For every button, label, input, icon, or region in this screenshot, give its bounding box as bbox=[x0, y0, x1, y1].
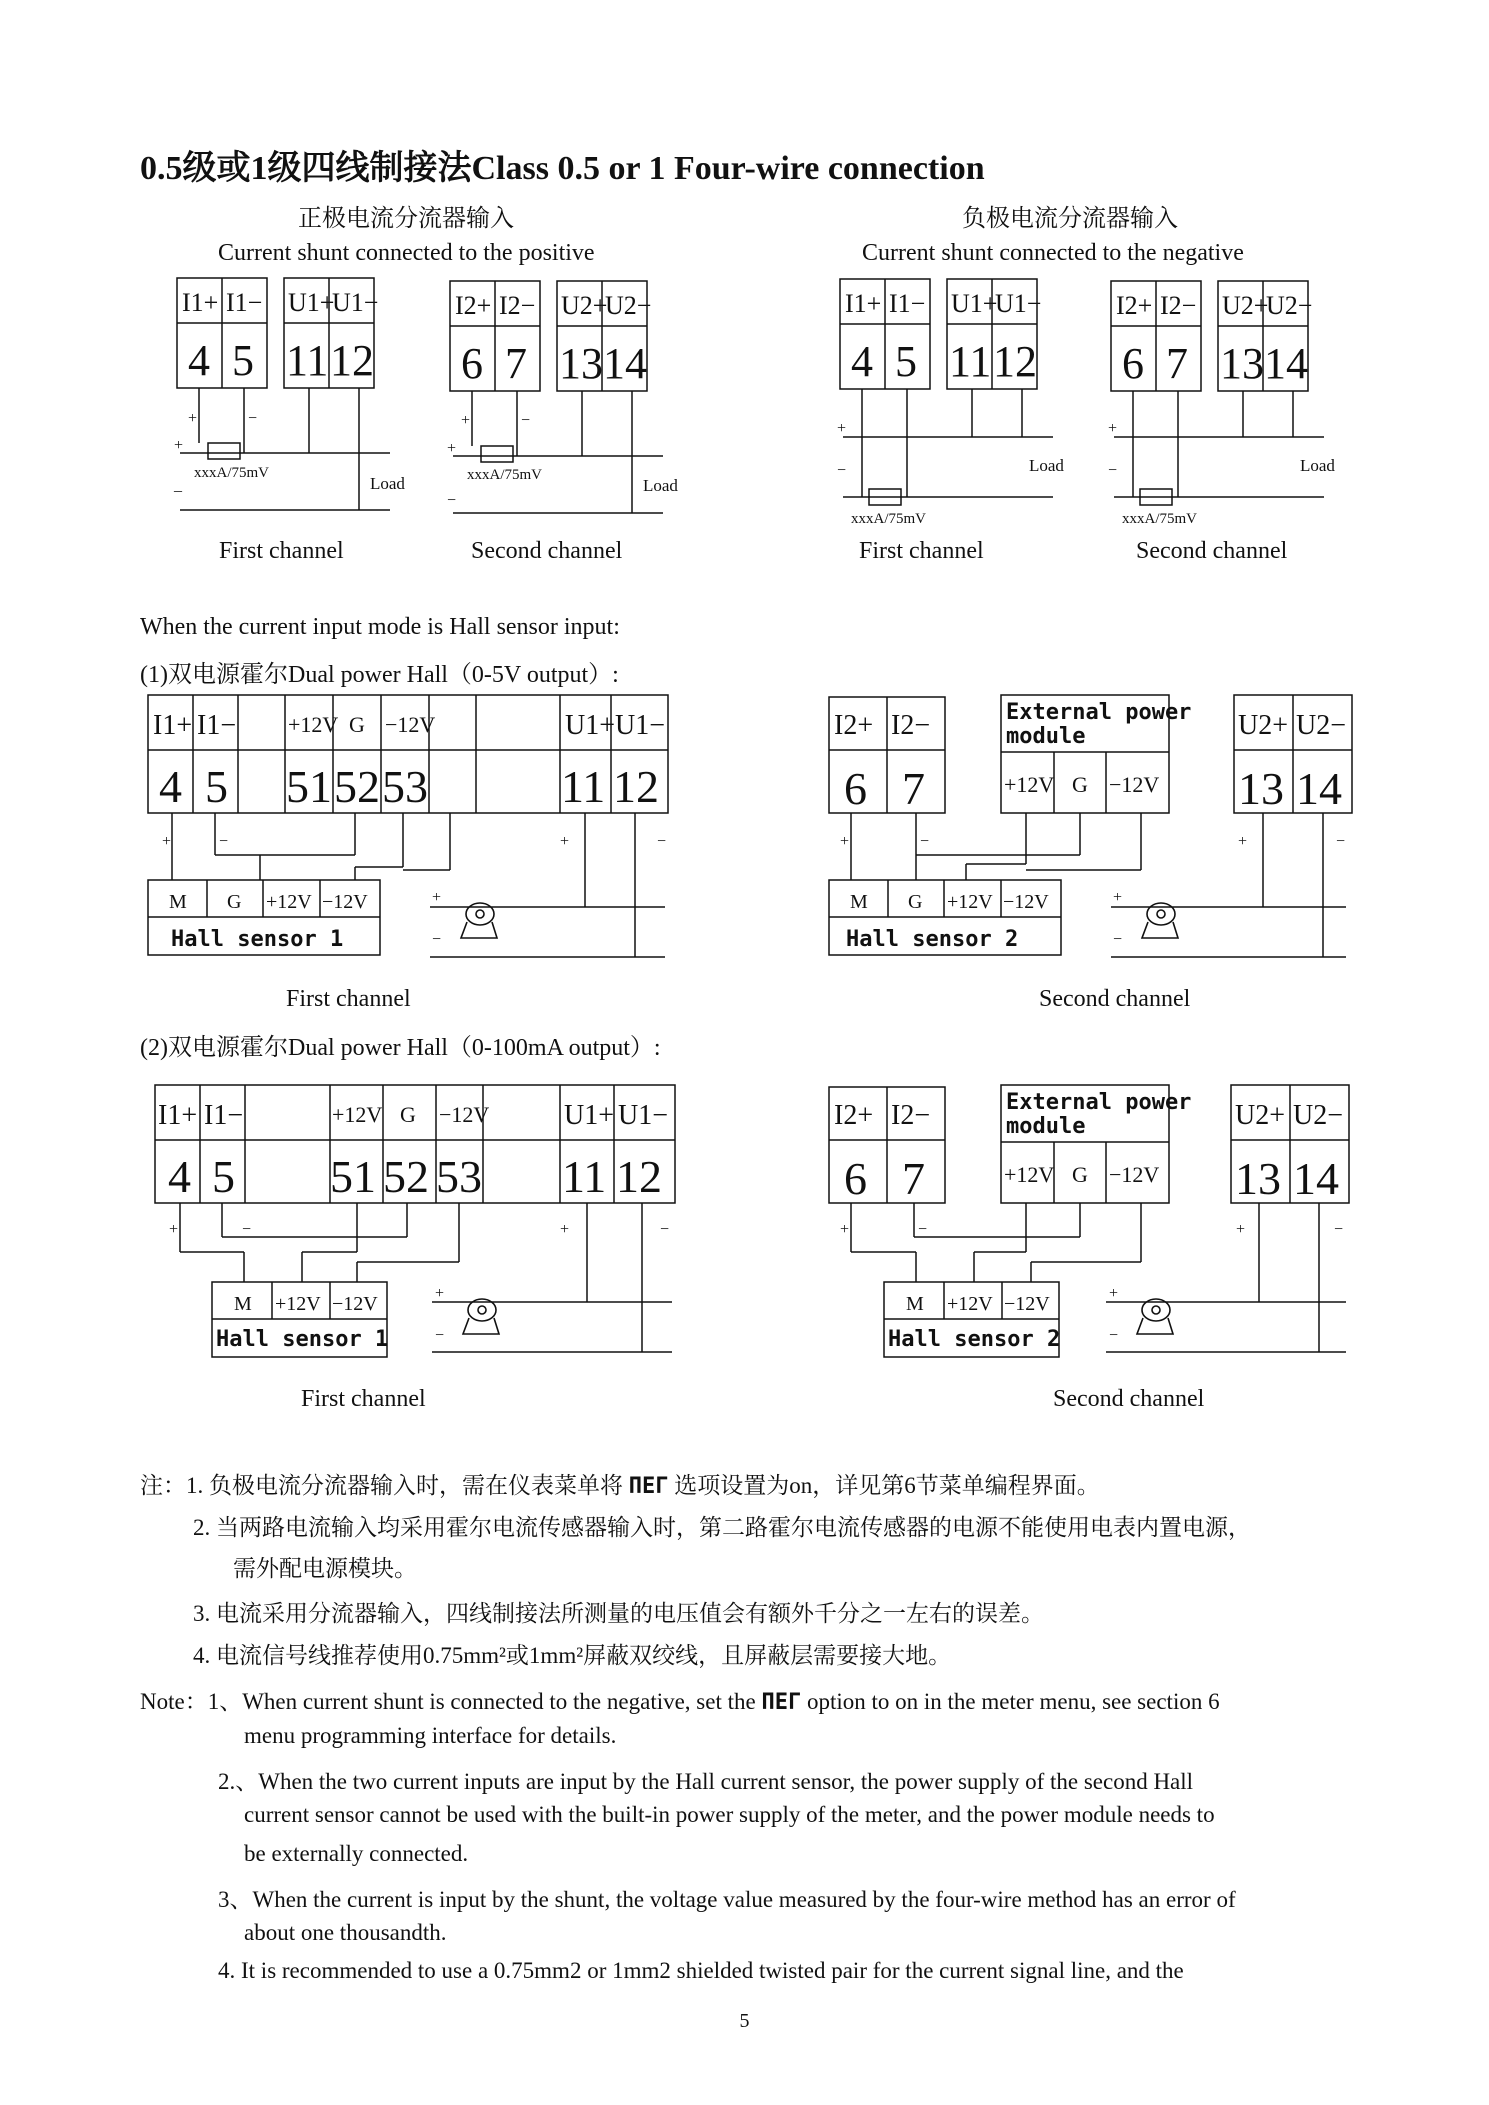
label-i2-minus: I2− bbox=[1160, 291, 1197, 320]
plus-sign: + bbox=[837, 420, 847, 437]
note-en-2-cont2: be externally connected. bbox=[244, 1841, 469, 1866]
label-i1-plus: I1+ bbox=[153, 710, 193, 741]
shunt-negative-ch1-diagram bbox=[833, 275, 1063, 525]
note-cn-1-text-b: 选项设置为on，详见第6节菜单编程界面。 bbox=[674, 1473, 1100, 1498]
shunt-rating: xxxA/75mV bbox=[467, 467, 542, 483]
hall-sensor-icon bbox=[1137, 1299, 1173, 1334]
plus-sign: + bbox=[435, 1285, 445, 1302]
label-i1-minus: I1− bbox=[226, 288, 263, 317]
terminal-7: 7 bbox=[902, 1153, 925, 1204]
channel-caption: First channel bbox=[286, 986, 411, 1012]
terminal-12: 12 bbox=[330, 336, 374, 385]
plus-sign: + bbox=[169, 1221, 179, 1238]
terminal-11: 11 bbox=[949, 337, 992, 386]
minus-sign: − bbox=[242, 1221, 252, 1238]
plus-sign: + bbox=[560, 833, 570, 850]
channel-caption: First channel bbox=[219, 538, 344, 564]
plus-sign: + bbox=[188, 410, 198, 427]
shunt-negative-ch2-diagram bbox=[1104, 275, 1334, 525]
label-g: G bbox=[400, 1102, 416, 1127]
label-u2-minus: U2− bbox=[605, 291, 652, 320]
label-u1-plus: U1+ bbox=[288, 288, 335, 317]
terminal-5: 5 bbox=[205, 761, 228, 812]
plus-sign: + bbox=[174, 437, 184, 454]
terminal-51: 51 bbox=[330, 1151, 376, 1202]
label-i1-minus: I1− bbox=[889, 289, 926, 318]
note-en-1-text-b: option to on in the meter menu, see section 6 bbox=[806, 1689, 1220, 1714]
label-u2-plus: U2+ bbox=[1238, 710, 1289, 741]
label-i2-minus: I2− bbox=[891, 1100, 931, 1131]
minus-sign: − bbox=[219, 833, 229, 850]
terminal-12: 12 bbox=[616, 1151, 662, 1202]
note-en-1-text-a: Note：1、When current shunt is connected to the negative, set the bbox=[140, 1689, 756, 1714]
hall-sensor-1-label: Hall sensor 1 bbox=[171, 927, 344, 952]
note-prefix: 注： bbox=[140, 1473, 186, 1498]
pin-m: M bbox=[234, 1293, 252, 1315]
terminal-13: 13 bbox=[1238, 763, 1284, 814]
terminal-13: 13 bbox=[1235, 1153, 1281, 1204]
minus-sign: − bbox=[435, 1327, 445, 1344]
pin-g: G bbox=[908, 891, 923, 913]
pin-plus-12v: +12V bbox=[275, 1293, 321, 1315]
label-plus-12v: +12V bbox=[332, 1102, 383, 1127]
terminal-12: 12 bbox=[993, 337, 1037, 386]
minus-sign: _ bbox=[174, 477, 182, 494]
load-label: Load bbox=[1300, 456, 1335, 475]
page-number: 5 bbox=[739, 2010, 750, 2032]
minus-sign: − bbox=[1109, 1327, 1119, 1344]
minus-sign: − bbox=[1336, 833, 1346, 850]
terminal-6: 6 bbox=[1122, 339, 1144, 388]
minus-sign: − bbox=[1113, 931, 1123, 948]
label-plus-12v: +12V bbox=[1004, 772, 1055, 797]
label-i1-plus: I1+ bbox=[158, 1100, 198, 1131]
terminal-51: 51 bbox=[286, 761, 332, 812]
load-label: Load bbox=[643, 476, 678, 495]
minus-sign: − bbox=[837, 462, 847, 479]
label-u2-minus: U2− bbox=[1266, 291, 1313, 320]
note-cn-1-text-a: 1. 负极电流分流器输入时，需在仪表菜单将 bbox=[186, 1473, 623, 1498]
note-en-2: 2.、When the two current inputs are input by the Hall current sensor, the power supply of the second Hall bbox=[218, 1769, 1194, 1794]
plus-sign: + bbox=[560, 1221, 570, 1238]
channel-caption: Second channel bbox=[1053, 1386, 1205, 1412]
label-i1-minus: I1− bbox=[204, 1100, 244, 1131]
lcd-nega-symbol: ΠEΓ bbox=[761, 1690, 802, 1715]
lcd-nega-symbol: ΠEΓ bbox=[628, 1474, 669, 1499]
label-u2-plus: U2+ bbox=[1222, 291, 1269, 320]
terminal-6: 6 bbox=[461, 339, 483, 388]
terminal-4: 4 bbox=[168, 1151, 191, 1202]
terminal-52: 52 bbox=[334, 761, 380, 812]
pin-plus-12v: +12V bbox=[947, 1293, 993, 1315]
label-minus-12v: −12V bbox=[439, 1102, 490, 1127]
terminal-5: 5 bbox=[232, 336, 254, 385]
label-u2-plus: U2+ bbox=[561, 291, 608, 320]
external-power-label: External power bbox=[1006, 1090, 1192, 1115]
external-power-label: External power bbox=[1006, 700, 1192, 725]
note-en-1-cont: menu programming interface for details. bbox=[244, 1723, 617, 1748]
terminal-6: 6 bbox=[844, 763, 867, 814]
hall-sensor-icon bbox=[463, 1299, 499, 1334]
terminal-14: 14 bbox=[603, 339, 647, 388]
terminal-11: 11 bbox=[286, 336, 329, 385]
label-u2-minus: U2− bbox=[1296, 710, 1347, 741]
terminal-4: 4 bbox=[188, 336, 210, 385]
shunt-rating: xxxA/75mV bbox=[851, 511, 926, 527]
label-minus-12v: −12V bbox=[1109, 772, 1160, 797]
label-i1-plus: I1+ bbox=[845, 289, 882, 318]
label-u1-minus: U1− bbox=[332, 288, 379, 317]
hall-sensor-icon bbox=[461, 903, 497, 938]
hall-sensor-icon bbox=[1142, 903, 1178, 938]
note-cn-2-cont: 需外配电源模块。 bbox=[233, 1556, 417, 1581]
label-g: G bbox=[1072, 1162, 1088, 1187]
channel-caption: Second channel bbox=[1136, 538, 1288, 564]
hall-mode1-ch2-diagram bbox=[826, 692, 1356, 972]
terminal-13: 13 bbox=[1220, 339, 1264, 388]
pin-plus-12v: +12V bbox=[266, 891, 312, 913]
label-u1-plus: U1+ bbox=[951, 289, 998, 318]
note-en-3: 3、When the current is input by the shunt, the voltage value measured by the four-wire method has an error of bbox=[218, 1887, 1236, 1912]
pin-plus-12v: +12V bbox=[947, 891, 993, 913]
hall-intro: When the current input mode is Hall sensor input: bbox=[140, 614, 620, 640]
label-g: G bbox=[349, 712, 365, 737]
label-u1-minus: U1− bbox=[615, 710, 666, 741]
hall-mode-1: (1)双电源霍尔Dual power Hall（0-5V output）: bbox=[140, 662, 619, 688]
hall-mode1-ch1-diagram bbox=[145, 692, 675, 972]
terminal-53: 53 bbox=[382, 761, 428, 812]
minus-sign: − bbox=[1108, 462, 1118, 479]
label-u2-minus: U2− bbox=[1293, 1100, 1344, 1131]
terminal-11: 11 bbox=[562, 1151, 607, 1202]
label-i1-plus: I1+ bbox=[182, 288, 219, 317]
minus-sign: − bbox=[660, 1221, 670, 1238]
plus-sign: + bbox=[447, 440, 457, 457]
note-en-4: 4. It is recommended to use a 0.75mm2 or 1mm2 shielded twisted pair for the current signal line, and the bbox=[218, 1958, 1184, 1983]
label-i2-plus: I2+ bbox=[1116, 291, 1153, 320]
label-minus-12v: −12V bbox=[1109, 1162, 1160, 1187]
plus-sign: + bbox=[432, 889, 442, 906]
plus-sign: + bbox=[461, 412, 471, 429]
terminal-13: 13 bbox=[559, 339, 603, 388]
label-u1-minus: U1− bbox=[995, 289, 1042, 318]
plus-sign: + bbox=[1113, 889, 1123, 906]
minus-sign: − bbox=[918, 1221, 928, 1238]
label-u1-minus: U1− bbox=[618, 1100, 669, 1131]
hall-sensor-1-label: Hall sensor 1 bbox=[216, 1327, 389, 1352]
note-en-3-cont: about one thousandth. bbox=[244, 1920, 447, 1945]
terminal-6: 6 bbox=[844, 1153, 867, 1204]
terminal-5: 5 bbox=[895, 337, 917, 386]
terminal-11: 11 bbox=[561, 761, 606, 812]
label-u2-plus: U2+ bbox=[1235, 1100, 1286, 1131]
plus-sign: + bbox=[1236, 1221, 1246, 1238]
plus-sign: + bbox=[1109, 1285, 1119, 1302]
hall-mode2-ch2-diagram bbox=[826, 1082, 1356, 1362]
negative-caption-en: Current shunt connected to the negative bbox=[862, 240, 1244, 266]
external-power-label-2: module bbox=[1006, 724, 1086, 749]
minus-sign: − bbox=[521, 412, 531, 429]
shunt-rating: xxxA/75mV bbox=[194, 465, 269, 481]
terminal-52: 52 bbox=[383, 1151, 429, 1202]
pin-g: G bbox=[227, 891, 242, 913]
channel-caption: First channel bbox=[301, 1386, 426, 1412]
load-label: Load bbox=[370, 474, 405, 493]
plus-sign: + bbox=[1238, 833, 1248, 850]
hall-sensor-2-label: Hall sensor 2 bbox=[888, 1327, 1061, 1352]
note-cn-4: 4. 电流信号线推荐使用0.75mm²或1mm²屏蔽双绞线，且屏蔽层需要接大地。 bbox=[193, 1643, 952, 1668]
terminal-4: 4 bbox=[851, 337, 873, 386]
channel-caption: Second channel bbox=[1039, 986, 1191, 1012]
note-en-2-cont: current sensor cannot be used with the built-in power supply of the meter, and the power module needs to bbox=[244, 1802, 1215, 1827]
terminal-7: 7 bbox=[505, 339, 527, 388]
label-i2-plus: I2+ bbox=[455, 291, 492, 320]
plus-sign: + bbox=[1108, 420, 1118, 437]
pin-m: M bbox=[169, 891, 187, 913]
positive-caption-en: Current shunt connected to the positive bbox=[218, 240, 595, 266]
minus-sign: − bbox=[248, 410, 258, 427]
pin-m: M bbox=[906, 1293, 924, 1315]
shunt-positive-ch2-diagram bbox=[443, 275, 678, 525]
positive-caption-cn: 正极电流分流器输入 bbox=[298, 206, 514, 232]
pin-minus-12v: −12V bbox=[322, 891, 368, 913]
plus-sign: + bbox=[840, 833, 850, 850]
terminal-12: 12 bbox=[613, 761, 659, 812]
plus-sign: + bbox=[162, 833, 172, 850]
label-g: G bbox=[1072, 772, 1088, 797]
terminal-5: 5 bbox=[212, 1151, 235, 1202]
terminal-7: 7 bbox=[902, 763, 925, 814]
minus-sign: − bbox=[432, 931, 442, 948]
pin-m: M bbox=[850, 891, 868, 913]
shunt-positive-ch1-diagram bbox=[170, 275, 405, 525]
terminal-7: 7 bbox=[1166, 339, 1188, 388]
terminal-4: 4 bbox=[159, 761, 182, 812]
channel-caption: Second channel bbox=[471, 538, 623, 564]
label-u1-plus: U1+ bbox=[564, 1100, 615, 1131]
label-i2-plus: I2+ bbox=[834, 710, 874, 741]
label-minus-12v: −12V bbox=[385, 712, 436, 737]
pin-minus-12v: −12V bbox=[332, 1293, 378, 1315]
minus-sign: − bbox=[920, 833, 930, 850]
note-en-1 bbox=[140, 1683, 1220, 1716]
terminal-53: 53 bbox=[436, 1151, 482, 1202]
page-title: 0.5级或1级四线制接法Class 0.5 or 1 Four-wire connection bbox=[140, 150, 985, 187]
label-i2-minus: I2− bbox=[891, 710, 931, 741]
label-plus-12v: +12V bbox=[1004, 1162, 1055, 1187]
negative-caption-cn: 负极电流分流器输入 bbox=[962, 206, 1178, 232]
load-label: Load bbox=[1029, 456, 1064, 475]
label-i1-minus: I1− bbox=[197, 710, 237, 741]
label-u1-plus: U1+ bbox=[565, 710, 616, 741]
note-cn-1 bbox=[140, 1467, 1100, 1500]
terminal-14: 14 bbox=[1293, 1153, 1339, 1204]
minus-sign: − bbox=[1334, 1221, 1344, 1238]
shunt-rating: xxxA/75mV bbox=[1122, 511, 1197, 527]
pin-minus-12v: −12V bbox=[1004, 1293, 1050, 1315]
hall-mode-2: (2)双电源霍尔Dual power Hall（0-100mA output）: bbox=[140, 1035, 661, 1061]
channel-caption: First channel bbox=[859, 538, 984, 564]
minus-sign: − bbox=[447, 492, 457, 509]
hall-sensor-2-label: Hall sensor 2 bbox=[846, 927, 1019, 952]
minus-sign: − bbox=[657, 833, 667, 850]
label-plus-12v: +12V bbox=[288, 712, 339, 737]
terminal-14: 14 bbox=[1264, 339, 1308, 388]
label-i2-minus: I2− bbox=[499, 291, 536, 320]
external-power-label-2: module bbox=[1006, 1114, 1086, 1139]
note-cn-2: 2. 当两路电流输入均采用霍尔电流传感器输入时，第二路霍尔电流传感器的电源不能使用电表内置电源， bbox=[193, 1515, 1251, 1540]
label-i2-plus: I2+ bbox=[834, 1100, 874, 1131]
pin-minus-12v: −12V bbox=[1003, 891, 1049, 913]
hall-mode2-ch1-diagram bbox=[152, 1082, 682, 1362]
plus-sign: + bbox=[840, 1221, 850, 1238]
terminal-14: 14 bbox=[1296, 763, 1342, 814]
note-cn-3: 3. 电流采用分流器输入，四线制接法所测量的电压值会有额外千分之一左右的误差。 bbox=[193, 1601, 1044, 1626]
